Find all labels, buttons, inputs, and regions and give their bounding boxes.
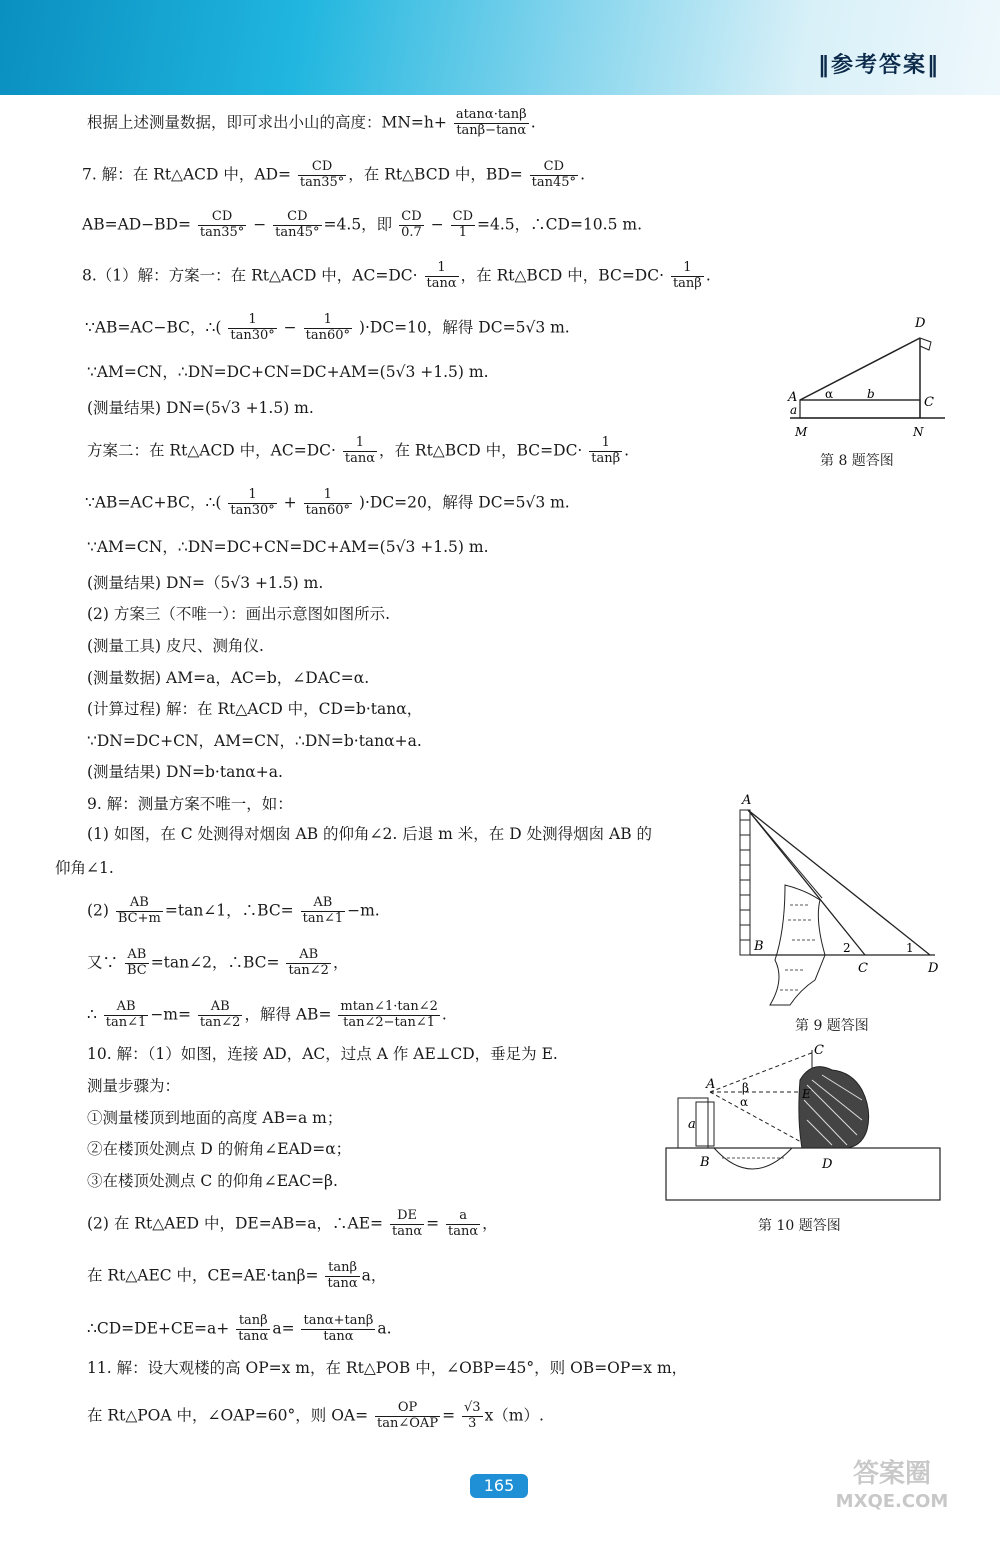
svg-text:2: 2 (843, 941, 851, 955)
text-line-l1: 根据上述测量数据，即可求出小山的高度：MN=h+ $\frac{atan\alpha\cdot\tan\beta}{\tan\beta-\tan\alpha}$ . (87, 107, 536, 138)
text-line-l31: ∴CD=DE+CE=a+ $\frac{\tan\beta}{\tan\alpha}$ a= $\frac{\tan\alpha+\tan\beta}{\tan\alpha}$ a. (87, 1313, 392, 1344)
text-line-l20: 仰角∠1. (55, 859, 114, 877)
watermark: 答案圈 MXQE.COM (835, 1459, 949, 1512)
svg-text:C: C (924, 395, 934, 410)
svg-text:b: b (867, 387, 875, 401)
text-line-l29: (2) 在 Rt△AED 中，DE=AB=a，∴AE= $\frac{DE}{\tan\alpha}$ = $\frac{a}{\tan\alpha}$ ， (87, 1208, 498, 1239)
fraction: $\frac{atan\alpha\cdot\tan\beta}{\tan\beta-\tan\alpha}$ (455, 107, 527, 138)
fraction: $\frac{1}{\tan\alpha}$ (426, 260, 457, 291)
svg-text:α: α (825, 387, 834, 401)
text-line-l3: AB=AD−BD= $\frac{CD}{\tan 35^\circ}$ − $\frac{CD}{\tan 45^\circ}$ =4.5，即 $\frac{CD}{0.7}$ − $\frac{CD}{1}$ =4.5，∴CD=10.5 m. (82, 209, 643, 240)
svg-text:a: a (688, 1117, 696, 1132)
fraction: $\frac{AB}{\tan\angle 1}$ (302, 895, 344, 926)
fraction: $\frac{\tan\beta}{\tan\alpha}$ (327, 1260, 358, 1291)
svg-text:a: a (790, 403, 798, 417)
fraction: $\frac{CD}{\tan 45^\circ}$ (275, 209, 320, 240)
header-title: ‖参考答案‖ (817, 53, 940, 78)
text-line-l22: 又∵ $\frac{AB}{BC}$ =tan∠2，∴BC= $\frac{AB}{\tan\angle 2}$ ， (87, 947, 349, 978)
text-line-l16: ∵DN=DC+CN，AM=CN，∴DN=b·tanα+a. (87, 732, 422, 750)
svg-text:A: A (706, 1077, 716, 1092)
fraction: $\frac{\tan\alpha+\tan\beta}{\tan\alpha}$ (303, 1313, 374, 1344)
svg-text:N: N (913, 425, 924, 439)
svg-text:D: D (822, 1157, 833, 1172)
fraction: $\frac{CD}{0.7}$ (401, 209, 422, 240)
figure-8 (785, 310, 955, 450)
svg-text:E: E (802, 1087, 811, 1101)
text-line-l28: ③在楼顶处测点 C 的仰角∠EAC=β. (87, 1172, 338, 1190)
fraction: $\frac{1}{\tan\alpha}$ (344, 435, 375, 466)
text-line-l19: (1) 如图，在 C 处测得对烟囱 AB 的仰角∠2. 后退 m 米，在 D 处测得烟囱 AB 的 (87, 825, 653, 843)
figure-10 (662, 1040, 944, 1205)
text-line-l4: 8.（1）解：方案一：在 Rt△ACD 中，AC=DC· $\frac{1}{\tan\alpha}$ ，在 Rt△BCD 中，BC=DC· $\frac{1}{\tan\beta}$ . (82, 260, 711, 291)
figure-9-caption: 第 9 题答图 (795, 1018, 869, 1034)
fraction: $\frac{\tan\beta}{\tan\alpha}$ (238, 1313, 269, 1344)
fig8-label-d: D (915, 316, 926, 331)
fraction: $\frac{a}{\tan\alpha}$ (448, 1208, 479, 1239)
text-line-l5: ∵AB=AC−BC，∴( $\frac{1}{\tan 30^\circ}$ − $\frac{1}{\tan 60^\circ}$ )·DC=10，解得 DC=5√3 m. (85, 312, 570, 343)
fraction: $\frac{1}{\tan 60^\circ}$ (305, 487, 350, 518)
text-line-l24: 10. 解：（1）如图，连接 AD，AC，过点 A 作 AE⊥CD，垂足为 E. (87, 1045, 558, 1063)
fraction: $\frac{AB}{\tan\angle 1}$ (105, 999, 147, 1030)
svg-text:A: A (742, 793, 752, 808)
fraction: $\frac{DE}{\tan\alpha}$ (391, 1208, 423, 1239)
text-line-l32: 11. 解：设大观楼的高 OP=x m，在 Rt△POB 中，∠OBP=45°，则 OB=OP=x m， (87, 1359, 688, 1377)
svg-text:B: B (754, 939, 764, 954)
fraction: $\frac{CD}{1}$ (452, 209, 474, 240)
fraction: $\frac{1}{\tan\beta}$ (672, 260, 702, 291)
fraction: $\frac{AB}{\tan\angle 2}$ (199, 999, 241, 1030)
svg-text:A: A (788, 390, 798, 405)
page-number: 165 (470, 1474, 528, 1498)
fraction: $\frac{AB}{\tan\angle 2}$ (288, 947, 329, 978)
fraction: $\frac{CD}{\tan 45^\circ}$ (531, 159, 577, 190)
text-line-l11: (测量结果) DN=（5√3 +1.5) m. (87, 574, 324, 592)
fraction: $\frac{mtan\angle 1\cdot\tan\angle 2}{\tan\angle 2-\tan\angle 1}$ (340, 999, 438, 1030)
svg-text:β: β (742, 1081, 749, 1095)
text-line-l27: ②在楼顶处测点 D 的俯角∠EAD=α； (87, 1140, 352, 1158)
text-line-l12: (2) 方案三（不唯一）：画出示意图如图所示. (87, 605, 391, 623)
fraction: $\frac{1}{\tan 60^\circ}$ (305, 312, 350, 343)
text-line-l26: ①测量楼顶到地面的高度 AB=a m； (87, 1109, 343, 1127)
fraction: $\frac{1}{\tan\beta}$ (591, 435, 621, 466)
text-line-l15: (计算过程) 解：在 Rt△ACD 中，CD=b·tanα， (87, 700, 423, 718)
text-line-l14: (测量数据) AM=a，AC=b，∠DAC=α. (87, 669, 370, 687)
fraction: $\frac{√3}{3}$ (464, 1400, 481, 1431)
text-line-l7: (测量结果) DN=(5√3 +1.5) m. (87, 399, 314, 417)
fraction: $\frac{OP}{\text{tan∠OAP}}$ (377, 1400, 439, 1431)
header-banner (0, 0, 1000, 95)
text-line-l13: (测量工具) 皮尺、测角仪. (87, 637, 264, 655)
fraction: $\frac{CD}{\tan 35^\circ}$ (199, 209, 245, 240)
figure-8-caption: 第 8 题答图 (820, 453, 894, 469)
svg-text:B: B (700, 1155, 710, 1170)
text-line-l8: 方案二：在 Rt△ACD 中，AC=DC· $\frac{1}{\tan\alpha}$ ，在 Rt△BCD 中，BC=DC· $\frac{1}{\tan\beta}$ . (87, 435, 630, 466)
text-line-l17: (测量结果) DN=b·tanα+a. (87, 763, 283, 781)
text-line-l9: ∵AB=AC+BC，∴( $\frac{1}{\tan 30^\circ}$ + $\frac{1}{\tan 60^\circ}$ )·DC=20，解得 DC=5√3 m. (85, 487, 570, 518)
text-line-l30: 在 Rt△AEC 中，CE=AE·tanβ= $\frac{\tan\beta}{\tan\alpha}$ a， (87, 1260, 387, 1291)
svg-text:M: M (795, 425, 808, 439)
fraction: $\frac{AB}{BC+m}$ (117, 895, 161, 926)
fraction: $\frac{CD}{\tan 35^\circ}$ (299, 159, 345, 190)
svg-text:D: D (928, 961, 939, 976)
figure-9 (730, 790, 945, 1015)
text-line-l21: (2) $\frac{AB}{BC+m}$ =tan∠1，∴BC= $\frac{AB}{\tan\angle 1}$ −m. (87, 895, 380, 926)
text-line-l23: ∴ $\frac{AB}{\tan\angle 1}$ −m= $\frac{AB}{\tan\angle 2}$ ，解得 AB= $\frac{mtan\angle 1\cdot\tan\angle 2}{\tan\angle 2-\tan\angle 1}$ . (87, 999, 447, 1030)
svg-text:C: C (858, 961, 868, 976)
text-line-l25: 测量步骤为： (87, 1077, 181, 1095)
svg-text:C: C (814, 1043, 824, 1058)
fraction: $\frac{1}{\tan 30^\circ}$ (230, 312, 275, 343)
text-line-l10: ∵AM=CN，∴DN=DC+CN=DC+AM=(5√3 +1.5) m. (87, 538, 489, 556)
svg-text:1: 1 (906, 941, 914, 955)
figure-10-caption: 第 10 题答图 (758, 1218, 841, 1234)
text-line-l18: 9. 解：测量方案不唯一，如： (87, 795, 293, 813)
text-line-l2: 7. 解：在 Rt△ACD 中，AD= $\frac{CD}{\tan 35^\circ}$ ，在 Rt△BCD 中，BD= $\frac{CD}{\tan 45^\circ}$ . (82, 159, 585, 190)
fraction: $\frac{AB}{BC}$ (126, 947, 147, 978)
text-line-l6: ∵AM=CN，∴DN=DC+CN=DC+AM=(5√3 +1.5) m. (87, 363, 489, 381)
text-line-l33: 在 Rt△POA 中，∠OAP=60°，则 OA= $\frac{OP}{\text{tan∠OAP}}$ = $\frac{√3}{3}$ x（m）. (87, 1400, 544, 1431)
svg-text:α: α (740, 1095, 749, 1109)
fraction: $\frac{1}{\tan 30^\circ}$ (230, 487, 275, 518)
